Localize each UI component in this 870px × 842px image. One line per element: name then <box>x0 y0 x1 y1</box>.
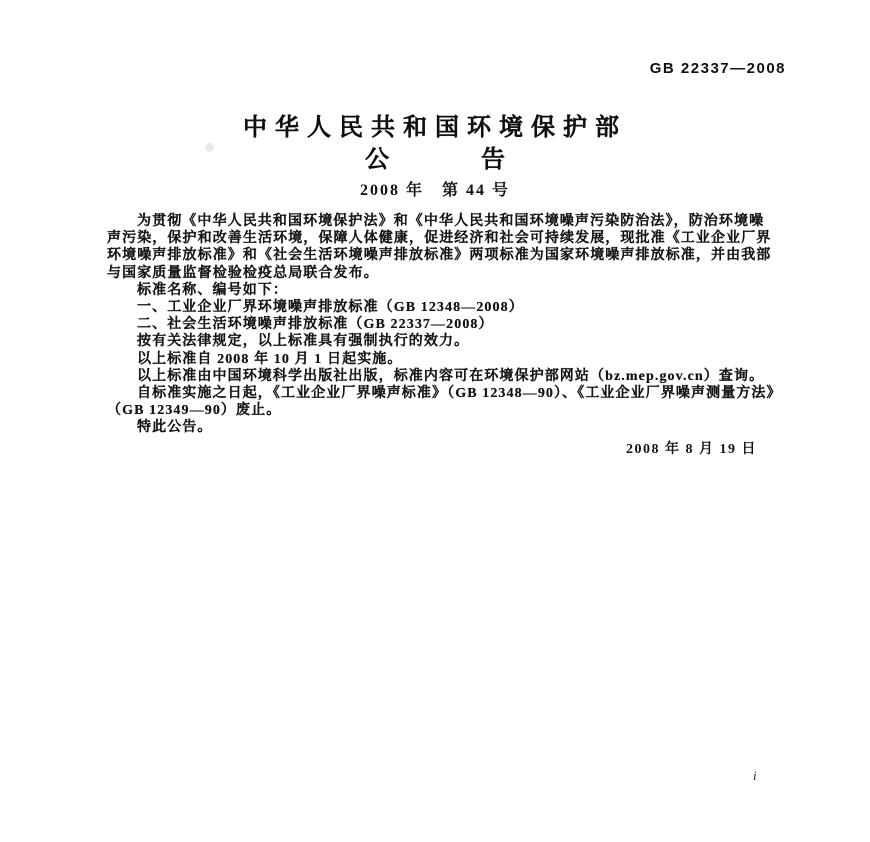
body-line: 二、社会生活环境噪声排放标准（GB 22337—2008） <box>137 317 494 333</box>
body-line: 标准名称、编号如下： <box>137 282 288 298</box>
body-line: 按有关法律规定，以上标准具有强制执行的效力。 <box>137 334 470 350</box>
body-line: 特此公告。 <box>137 420 213 436</box>
body-line: 以上标准由中国环境科学出版社出版，标准内容可在环境保护部网站（bz.mep.gov.cn）查询。 <box>137 368 765 384</box>
announcement-title-char-left: 公 <box>365 146 389 173</box>
body-line: 为贯彻《中华人民共和国环境保护法》和《中华人民共和国环境噪声污染防治法》，防治环境噪 <box>137 214 765 229</box>
body-line: 环境噪声排放标准》和《社会生活环境噪声排放标准》两项标准为国家环境噪声排放标准，并由我部 <box>107 248 772 264</box>
body-line: 自标准实施之日起，《工业企业厂界噪声标准》（GB 12348—90）、《工业企业厂界噪声测量方法》 <box>137 385 782 401</box>
announcement-body <box>107 213 782 436</box>
body-line: 一、工业企业厂界环境噪声排放标准（GB 12348—2008） <box>137 299 524 315</box>
ministry-title: 中华人民共和国环境保护部 <box>243 114 627 141</box>
issue-number-line: 2008 年 第 44 号 <box>359 182 510 199</box>
page-number: i <box>753 768 757 783</box>
body-line: 声污染，保护和改善生活环境，保障人体健康，促进经济和社会可持续发展，现批准《工业企业厂界 <box>107 231 772 247</box>
announcement-date: 2008 年 8 月 19 日 <box>626 442 757 457</box>
announcement-title-char-right: 告 <box>481 146 505 173</box>
standard-code-header: GB 22337—2008 <box>649 60 786 77</box>
body-line: （GB 12349—90）废止。 <box>107 403 282 419</box>
body-line: 以上标准自 2008 年 10 月 1 日起实施。 <box>137 351 403 367</box>
body-line: 与国家质量监督检验检疫总局联合发布。 <box>107 265 379 281</box>
announcement-title <box>0 139 870 174</box>
